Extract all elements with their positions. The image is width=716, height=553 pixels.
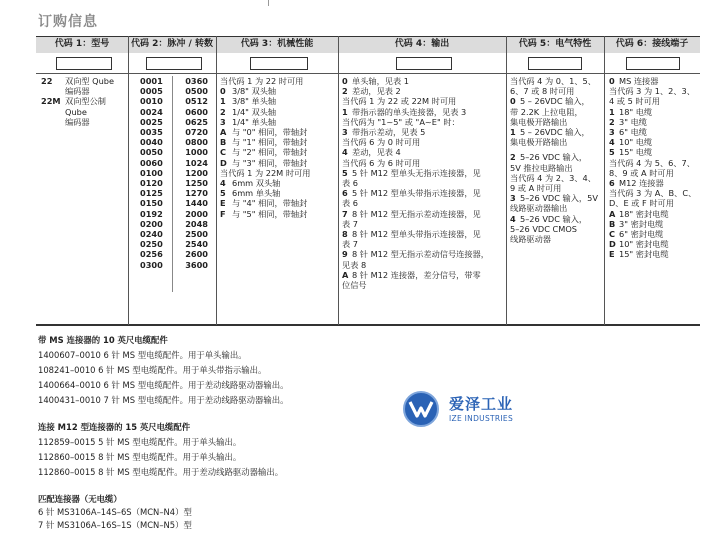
code-value: 4: [220, 178, 226, 189]
code-value: C: [609, 229, 616, 240]
list-item: [220, 188, 310, 198]
list-item: [220, 117, 310, 127]
option-text: 见表 8: [342, 259, 367, 270]
pulse-value: 2048: [185, 218, 208, 229]
option-text: 3/8" 双头轴: [232, 86, 277, 97]
option-text: 当代码 4 为 0、1、5、: [510, 76, 596, 86]
list-item: [220, 178, 310, 188]
code-value: 9: [342, 249, 348, 260]
option-text: 表 6: [342, 178, 358, 189]
col5-list: [510, 76, 598, 244]
header-bottom-rule: [36, 73, 700, 74]
option-text: 5V 推拉电路输出: [510, 162, 573, 173]
pulse-value: 0600: [185, 106, 208, 117]
pulse-value: 0050: [140, 147, 163, 158]
list-item: [609, 209, 696, 219]
option-text: 6" 密封电缆: [619, 229, 664, 240]
col4-list: [342, 76, 489, 290]
list-item: [510, 193, 598, 203]
pulse-value: 0256: [140, 249, 163, 260]
option-text: 位信号: [342, 280, 367, 291]
pulse-value: 2600: [185, 249, 208, 260]
list-item: [342, 168, 489, 178]
code-value: 5: [220, 188, 226, 199]
code-value: 0: [510, 96, 516, 107]
col-divider: [128, 36, 129, 325]
code-value: C: [220, 147, 227, 158]
option-text: 差动，见表 4: [352, 147, 401, 158]
option-text: 8、9 或 A 时可用: [609, 167, 674, 178]
code-value: B: [609, 218, 616, 229]
option-text: 18" 密封电缆: [619, 208, 669, 219]
list-item: [342, 219, 489, 229]
option-text: 6、7 或 8 时可用: [510, 86, 575, 97]
option-text: 当代码 6 为 0 时可用: [342, 137, 421, 148]
section-heading: 连接 M12 型连接器的 15 英尺电缆配件: [38, 422, 191, 432]
code6-box[interactable]: [626, 57, 680, 70]
header-code6: 代码 6：接线端子: [615, 39, 689, 49]
section-line: 108241–0010 6 针 MS 型电缆配件。用于单头带指示输出。: [38, 365, 267, 375]
code2-box[interactable]: [146, 57, 202, 70]
col-divider: [506, 36, 507, 325]
code-value: 3: [609, 127, 615, 138]
list-item: [609, 96, 696, 106]
list-item: [342, 188, 489, 198]
code-value: B: [220, 137, 227, 148]
code-value: 4: [342, 147, 348, 158]
list-item: [220, 86, 310, 96]
pulse-value: 0120: [140, 178, 163, 189]
code-value: A: [220, 127, 227, 138]
section-line: 1400607–0010 6 针 MS 型电缆配件。用于单头输出。: [38, 350, 247, 360]
option-text: 5 – 26VDC 输入，: [520, 127, 590, 138]
option-text: 当代码 3 为 A、B、C、: [609, 188, 697, 199]
pulse-value: 0192: [140, 208, 163, 219]
code-value: D: [609, 239, 616, 250]
pulse-value: 0300: [140, 259, 163, 270]
list-item: [510, 152, 598, 162]
option-text: 8 针 M12 型单头带指示连接器，见: [352, 229, 481, 240]
list-item: [342, 239, 489, 249]
list-item: [510, 137, 598, 147]
list-item: [510, 96, 598, 106]
section-line: 112859–0015 5 针 MS 型电缆配件。用于单头输出。: [38, 437, 242, 447]
option-text: 3" 电缆: [619, 116, 647, 127]
pulse-value: 3600: [185, 259, 208, 270]
list-item: [342, 127, 489, 137]
option-text: 5 – 26VDC 输入，: [520, 96, 590, 107]
list-item: [510, 224, 598, 234]
header-code3: 代码 3：机械性能: [240, 39, 314, 49]
m12-cable-section: [38, 422, 283, 482]
list-item: [609, 127, 696, 137]
option-text: 与 "1" 相同，带轴封: [232, 137, 308, 148]
list-item: [342, 76, 489, 86]
code-value: 6: [609, 178, 615, 189]
ms-cable-section: [38, 335, 288, 410]
pulse-value: 0720: [185, 127, 208, 138]
code-value: 1: [510, 127, 516, 138]
option-text: 表 6: [342, 198, 358, 209]
code-value: 3: [342, 127, 348, 138]
pulse-value: 0200: [140, 218, 163, 229]
code-value: 0: [609, 76, 615, 86]
list-item: [342, 270, 489, 280]
pulse-value: 2540: [185, 239, 208, 250]
logo-subtitle: IZE INDUSTRIES: [449, 414, 514, 423]
code-value: 3: [220, 116, 226, 127]
code-value: 2: [342, 86, 348, 97]
list-item: [609, 147, 696, 157]
list-item: [609, 168, 696, 178]
option-text: 当代码 3 为 1、2、3、: [609, 86, 695, 97]
header-code4: 代码 4：输出: [394, 39, 450, 49]
option-text: Qube: [65, 106, 87, 117]
option-text: 单头轴，见表 1: [352, 76, 409, 86]
code-value: 2: [510, 152, 516, 163]
pulse-value: 1440: [185, 198, 208, 209]
option-text: 当代码 4 为 2、3、4、: [510, 172, 596, 183]
list-item: [510, 203, 598, 213]
pulse-value: 1270: [185, 188, 208, 199]
code-value: 4: [609, 137, 615, 148]
code-value: 0: [220, 86, 226, 97]
option-text: 线路驱动器输出: [510, 203, 568, 214]
list-item: [342, 86, 489, 96]
option-text: 与 "2" 相同，带轴封: [232, 147, 308, 158]
section-heading: 匹配连接器（无电缆）: [38, 494, 122, 504]
list-item: [510, 117, 598, 127]
list-item: [342, 209, 489, 219]
option-text: 集电极开路输出: [510, 116, 568, 127]
pulse-value: 1250: [185, 178, 208, 189]
page-title: 订购信息: [38, 14, 98, 30]
section-line: 112860–0015 8 针 MS 型电缆配件。用于单头输出。: [38, 452, 242, 462]
code-value: 3: [510, 193, 516, 204]
code-value: 22: [41, 76, 53, 86]
option-text: 10" 密封电缆: [619, 239, 669, 250]
list-item: [510, 127, 598, 137]
code-value: 5: [609, 147, 615, 158]
pulse-value: 0150: [140, 198, 163, 209]
pulse-value: 0125: [140, 188, 163, 199]
option-text: 带指示差动，见表 5: [352, 127, 426, 138]
code-value: 0: [342, 76, 348, 86]
code-value: 2: [609, 116, 615, 127]
list-item: [510, 214, 598, 224]
header-code1: 代码 1：型号: [54, 39, 110, 49]
logo-name: 爱泽工业: [449, 395, 514, 413]
option-text: 编码器: [65, 86, 90, 97]
option-text: 当代码 1 为 22M 时可用: [220, 167, 311, 178]
code-value: 22M: [41, 96, 61, 107]
list-item: [342, 137, 489, 147]
col6-list: [609, 76, 696, 260]
option-text: 1/4" 单头轴: [232, 116, 277, 127]
list-item: [220, 127, 310, 137]
list-item: [342, 280, 489, 290]
list-item: [342, 96, 489, 106]
code1-box[interactable]: [56, 57, 112, 70]
option-text: 6mm 单头轴: [232, 188, 281, 199]
list-item: [342, 249, 489, 259]
option-text: 5–26 VDC 输入，5V: [520, 193, 598, 204]
col2-inner-divider: [172, 76, 173, 292]
option-text: 当代码 6 为 6 时可用: [342, 157, 421, 168]
option-text: 3/8" 单头轴: [232, 96, 277, 107]
option-text: 与 "5" 相同，带轴封: [232, 208, 308, 219]
code-value: F: [220, 208, 226, 219]
list-item: [609, 249, 696, 259]
list-item: [342, 178, 489, 188]
code-value: 2: [220, 106, 226, 117]
code-value: 4: [510, 213, 516, 224]
section-line: 1400664–0010 6 针 MS 型电缆配件。用于差动线路驱动器输出。: [38, 380, 289, 390]
list-item: [609, 188, 696, 198]
list-item: [609, 107, 696, 117]
code-value: D: [220, 157, 227, 168]
code-value: 1: [342, 106, 348, 117]
list-item: [342, 147, 489, 157]
code-value: 6: [342, 188, 348, 199]
pulse-value: 0010: [140, 96, 163, 107]
header-code5: 代码 5：电气特性: [518, 39, 592, 49]
option-text: 8 针 M12 型无指示差动连接器，见: [352, 208, 481, 219]
list-item: [220, 96, 310, 106]
pulse-value: 0040: [140, 137, 163, 148]
code-value: E: [220, 198, 226, 209]
option-text: 集电极开路输出: [510, 137, 568, 148]
col-divider: [604, 36, 605, 325]
code-value: A: [609, 208, 616, 219]
option-text: 双向型公制: [65, 96, 106, 107]
list-item: [220, 76, 310, 86]
list-item: [342, 107, 489, 117]
list-item: [510, 173, 598, 183]
option-text: 9 或 A 时可用: [510, 183, 562, 194]
pulse-value: 0512: [185, 96, 208, 107]
pulse-value: 0001: [140, 76, 163, 86]
list-item: [609, 76, 696, 86]
page-top-mark: [268, 0, 269, 6]
option-text: 带指示器的单头连接器，见表 3: [352, 106, 467, 117]
list-item: [342, 158, 489, 168]
list-item: [510, 76, 598, 86]
pulse-value: 0060: [140, 157, 163, 168]
option-text: 带 2.2K 上拉电阻，: [510, 106, 583, 117]
list-item: [510, 234, 598, 244]
option-text: 与 "0" 相同，带轴封: [232, 127, 308, 138]
list-item: [342, 198, 489, 208]
col2-values-b: [180, 76, 208, 270]
list-item: [609, 137, 696, 147]
option-text: 5–26 VDC 输入，: [520, 213, 588, 224]
pulse-value: 0500: [185, 86, 208, 97]
option-text: 6mm 双头轴: [232, 178, 281, 189]
option-text: 8 针 M12 连接器，差分信号，带零: [352, 269, 481, 280]
code-value: A: [342, 269, 349, 280]
pulse-value: 0035: [140, 127, 163, 138]
pulse-value: 0100: [140, 167, 163, 178]
list-item: [609, 219, 696, 229]
code4-box[interactable]: [396, 57, 452, 70]
col-divider: [338, 36, 339, 325]
option-text: 双向型 Qube: [65, 76, 115, 86]
option-text: 当代码 4 为 5、6、7、: [609, 157, 695, 168]
list-item: [609, 117, 696, 127]
pulse-value: 0625: [185, 116, 208, 127]
list-item: [609, 158, 696, 168]
col2-values-a: [140, 76, 163, 270]
pulse-value: 1024: [185, 157, 208, 168]
option-text: 编码器: [65, 116, 90, 127]
list-item: [342, 117, 489, 127]
option-text: 5 针 M12 型单头无指示连接器，见: [352, 167, 481, 178]
pulse-value: 0025: [140, 116, 163, 127]
table-bottom-rule: [36, 324, 700, 326]
option-text: 1/4" 双头轴: [232, 106, 277, 117]
option-text: 与 "3" 相同，带轴封: [232, 157, 308, 168]
option-text: 5–26 VDC CMOS: [510, 223, 577, 234]
option-text: 18" 电缆: [619, 106, 653, 117]
code-value: 5: [342, 167, 348, 178]
code-value: 1: [220, 96, 226, 107]
col3-list: [220, 76, 310, 219]
option-text: 5 针 M12 型单头带指示连接器，见: [352, 188, 481, 199]
option-text: 当代码为 "1~5" 或 "A~E" 时：: [342, 116, 460, 127]
option-text: 4 或 5 时可用: [609, 96, 660, 107]
pulse-value: 0250: [140, 239, 163, 250]
option-text: 8 针 M12 型无指示差动信号连接器，: [352, 249, 489, 260]
section-line: 7 针 MS3106A–16S–1S（MCN–N5）型: [38, 520, 192, 530]
pulse-value: 1200: [185, 167, 208, 178]
list-item: [510, 86, 598, 96]
option-text: 表 7: [342, 218, 358, 229]
list-item: [510, 107, 598, 117]
pulse-value: 1000: [185, 147, 208, 158]
section-line: 6 针 MS3106A–14S–6S（MCN–N4）型: [38, 507, 192, 517]
pulse-value: 0360: [185, 76, 208, 86]
code-value: 8: [342, 229, 348, 240]
list-item: [220, 107, 310, 117]
list-item: [220, 158, 310, 168]
option-text: MS 连接器: [619, 76, 659, 86]
list-item: [510, 163, 598, 173]
list-item: [220, 137, 310, 147]
list-item: [609, 239, 696, 249]
option-text: 差动，见表 2: [352, 86, 401, 97]
section-line: 1400431–0010 7 针 MS 型电缆配件。用于差动线路驱动器输出。: [38, 395, 289, 405]
pulse-value: 2500: [185, 229, 208, 240]
list-item: [220, 209, 310, 219]
option-text: 10" 电缆: [619, 137, 653, 148]
pulse-value: 0024: [140, 106, 163, 117]
list-item: [220, 198, 310, 208]
pulse-value: 0240: [140, 229, 163, 240]
section-heading: 带 MS 连接器的 10 英尺电缆配件: [38, 335, 168, 345]
option-text: D、E 或 F 时可用: [609, 198, 674, 209]
option-text: 线路驱动器: [510, 234, 551, 245]
code3-box[interactable]: [250, 57, 308, 70]
col1-list: [41, 76, 114, 127]
list-item: [220, 147, 310, 157]
option-text: 3" 密封电缆: [619, 218, 664, 229]
code-value: 1: [609, 106, 615, 117]
header-code2: 代码 2：脉冲 / 转数: [131, 39, 213, 49]
option-text: 当代码 1 为 22 时可用: [220, 76, 304, 86]
list-item: [220, 168, 310, 178]
pulse-value: 0800: [185, 137, 208, 148]
pulse-value: 0005: [140, 86, 163, 97]
list-item: [609, 229, 696, 239]
option-text: 与 "4" 相同，带轴封: [232, 198, 308, 209]
ize-logo-icon: [400, 390, 442, 432]
option-text: 5–26 VDC 输入，: [520, 152, 588, 163]
code-entry-row: [36, 53, 700, 73]
list-item: [510, 183, 598, 193]
section-line: 112860–0015 8 针 MS 型电缆配件。用于差动线路驱动器输出。: [38, 467, 284, 477]
list-item: [609, 86, 696, 96]
list-item: [342, 229, 489, 239]
option-text: 15" 电缆: [619, 147, 653, 158]
code-value: E: [609, 249, 615, 260]
option-text: 15" 密封电缆: [619, 249, 669, 260]
list-item: [609, 178, 696, 188]
option-text: M12 连接器: [619, 178, 664, 189]
option-text: 6" 电缆: [619, 127, 647, 138]
list-item: [609, 198, 696, 208]
code5-box[interactable]: [528, 57, 582, 70]
list-item: [342, 260, 489, 270]
code-value: 7: [342, 208, 348, 219]
col-divider: [216, 36, 217, 325]
pulse-value: 2000: [185, 208, 208, 219]
option-text: 当代码 1 为 22 或 22M 时可用: [342, 96, 457, 107]
option-text: 表 7: [342, 239, 358, 250]
mating-connector-section: [38, 494, 192, 533]
